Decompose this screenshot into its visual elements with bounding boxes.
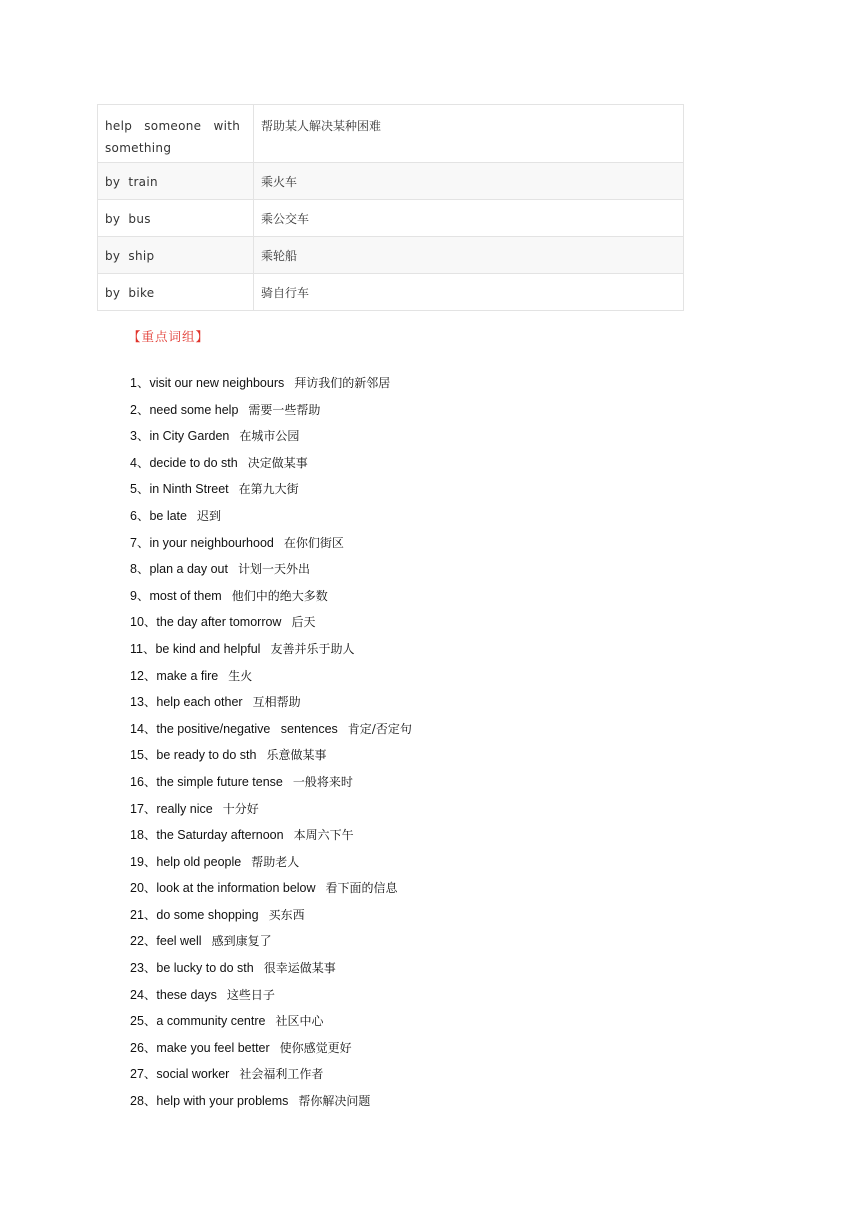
list-item (130, 476, 412, 503)
table-cell-chinese: 骑自行车 (254, 274, 684, 311)
list-item (130, 689, 412, 716)
phrase-number: 4、 (130, 455, 150, 470)
list-item (130, 397, 412, 424)
phrase-english: need some help (149, 402, 239, 417)
vocab-table (97, 104, 684, 311)
table-cell-chinese: 乘轮船 (254, 237, 684, 274)
phrase-chinese: 后天 (291, 615, 316, 630)
list-item (130, 503, 412, 530)
table-cell-english: by train (98, 163, 254, 200)
phrase-number: 2、 (130, 402, 150, 417)
phrase-number: 7、 (130, 535, 150, 550)
table-row (98, 237, 684, 274)
phrase-chinese: 很幸运做某事 (263, 961, 336, 976)
phrase-english: make you feel better (156, 1040, 270, 1055)
phrase-chinese: 社区中心 (275, 1014, 324, 1029)
table-cell-english: help someone with something (98, 105, 254, 163)
phrase-number: 28、 (130, 1094, 157, 1109)
phrase-chinese: 感到康复了 (211, 934, 272, 949)
phrase-number: 18、 (130, 828, 157, 843)
list-item (130, 982, 412, 1009)
phrase-english: make a fire (156, 668, 219, 683)
phrase-chinese: 本周六下午 (293, 828, 354, 843)
phrase-english: do some shopping (156, 907, 259, 922)
phrase-english: the positive/negative sentences (156, 721, 338, 736)
phrase-number: 26、 (130, 1040, 157, 1055)
phrase-number: 27、 (130, 1067, 157, 1082)
list-item (130, 955, 412, 982)
phrase-chinese: 在你们街区 (283, 535, 344, 550)
phrase-number: 1、 (130, 376, 150, 390)
phrase-number: 10、 (130, 615, 157, 630)
table-row (98, 274, 684, 311)
phrase-number: 19、 (130, 854, 157, 869)
phrase-english: the Saturday afternoon (156, 828, 284, 843)
phrase-english: decide to do sth (149, 455, 238, 470)
phrase-english: feel well (156, 934, 202, 949)
phrase-number: 23、 (130, 961, 157, 976)
list-item (130, 450, 412, 477)
list-item (130, 556, 412, 583)
list-item (130, 1061, 412, 1088)
phrase-number: 14、 (130, 721, 157, 736)
phrase-english: a community centre (156, 1014, 266, 1029)
phrase-number: 11、 (130, 641, 156, 656)
table-row (98, 105, 684, 163)
phrase-chinese: 在第九大街 (238, 482, 299, 497)
phrase-chinese: 看下面的信息 (325, 881, 398, 896)
phrase-chinese: 乐意做某事 (266, 748, 327, 763)
phrase-english: look at the information below (156, 881, 316, 896)
phrase-english: really nice (156, 801, 213, 816)
phrase-chinese: 计划一天外出 (238, 562, 311, 577)
phrase-chinese: 社会福利工作者 (239, 1067, 324, 1082)
list-item (130, 902, 412, 929)
phrase-english: be lucky to do sth (156, 961, 254, 976)
phrase-chinese: 生火 (228, 668, 253, 683)
phrase-number: 9、 (130, 588, 150, 603)
phrase-number: 5、 (130, 482, 150, 497)
phrase-english: these days (156, 987, 217, 1002)
phrase-list (130, 370, 412, 1115)
list-item (130, 928, 412, 955)
table-cell-chinese: 帮助某人解决某种困难 (254, 105, 684, 163)
list-item (130, 636, 412, 663)
phrase-english: help old people (156, 854, 242, 869)
phrase-english: the simple future tense (156, 774, 283, 789)
list-item (130, 769, 412, 796)
phrase-chinese: 互相帮助 (252, 695, 301, 710)
phrase-chinese: 友善并乐于助人 (270, 641, 355, 656)
phrase-english: social worker (156, 1067, 230, 1082)
list-item (130, 1088, 412, 1115)
phrase-english: in City Garden (149, 429, 230, 444)
list-item (130, 370, 412, 397)
phrase-number: 12、 (130, 668, 157, 683)
phrase-chinese: 需要一些帮助 (248, 402, 321, 417)
phrase-english: be late (149, 508, 187, 523)
list-item (130, 875, 412, 902)
phrase-chinese: 帮助老人 (251, 854, 300, 869)
phrase-chinese: 他们中的绝大多数 (231, 588, 328, 603)
phrase-chinese: 十分好 (222, 801, 259, 816)
phrase-english: in Ninth Street (149, 482, 229, 497)
phrase-number: 25、 (130, 1014, 157, 1029)
list-item (130, 583, 412, 610)
phrase-number: 6、 (130, 508, 150, 523)
phrase-english: help with your problems (156, 1094, 289, 1109)
table-cell-english: by bike (98, 274, 254, 311)
phrase-english: most of them (149, 588, 222, 603)
phrase-english: help each other (156, 695, 243, 710)
table-row (98, 200, 684, 237)
phrase-number: 16、 (130, 774, 157, 789)
list-item (130, 1035, 412, 1062)
list-item (130, 663, 412, 690)
phrase-chinese: 拜访我们的新邻居 (294, 376, 391, 390)
table-cell-chinese: 乘火车 (254, 163, 684, 200)
phrase-number: 3、 (130, 429, 150, 444)
phrase-chinese: 一般将来时 (292, 774, 353, 789)
phrase-number: 15、 (130, 748, 157, 763)
phrase-english: in your neighbourhood (149, 535, 274, 550)
phrase-number: 22、 (130, 934, 157, 949)
phrase-chinese: 迟到 (196, 508, 221, 523)
table-cell-chinese: 乘公交车 (254, 200, 684, 237)
phrase-chinese: 在城市公园 (239, 429, 300, 444)
list-item (130, 822, 412, 849)
phrase-number: 24、 (130, 987, 157, 1002)
phrase-chinese: 使你感觉更好 (279, 1040, 352, 1055)
phrase-chinese: 买东西 (268, 907, 305, 922)
phrase-number: 17、 (130, 801, 157, 816)
section-title: 【重点词组】 (128, 329, 210, 344)
phrase-number: 8、 (130, 562, 150, 577)
phrase-number: 13、 (130, 695, 157, 710)
table-row (98, 163, 684, 200)
list-item (130, 1008, 412, 1035)
list-item (130, 530, 412, 557)
phrase-number: 21、 (130, 907, 157, 922)
list-item (130, 609, 412, 636)
phrase-english: the day after tomorrow (156, 615, 282, 630)
list-item (130, 796, 412, 823)
phrase-english: plan a day out (149, 562, 228, 577)
phrase-number: 20、 (130, 881, 157, 896)
phrase-english: be ready to do sth (156, 748, 257, 763)
phrase-chinese: 这些日子 (226, 987, 275, 1002)
phrase-chinese: 肯定/否定句 (347, 721, 412, 736)
phrase-chinese: 帮你解决问题 (298, 1094, 371, 1109)
list-item (130, 742, 412, 769)
list-item (130, 716, 412, 743)
phrase-english: be kind and helpful (155, 641, 261, 656)
table-cell-english: by ship (98, 237, 254, 274)
list-item (130, 849, 412, 876)
table-cell-english: by bus (98, 200, 254, 237)
phrase-english: visit our new neighbours (149, 376, 285, 390)
phrase-chinese: 决定做某事 (247, 455, 308, 470)
list-item (130, 423, 412, 450)
